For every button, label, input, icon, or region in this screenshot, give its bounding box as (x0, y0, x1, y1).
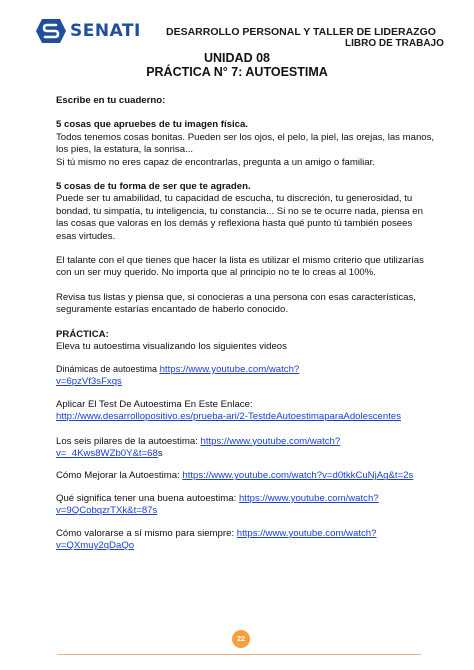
section2-heading: 5 cosas de tu forma de ser que te agraden. (56, 181, 251, 193)
section1-heading: 5 cosas que apruebes de tu imagen física. (56, 119, 248, 131)
section2-line: bondad, tu simpatía, tu inteligencia, tu constancia... Si no se te ocurre nada, piensa en (56, 205, 423, 217)
link-label: Cómo Mejorar la Autoestima: (56, 470, 183, 482)
video-link[interactable]: https://www.youtube.com/watch? (159, 364, 300, 375)
section2-line: las cosas que valoras en los demás y reflexiona hasta qué punto tú también posees (56, 218, 413, 230)
video-link-cont[interactable]: v=QXmuy2qDaQo (56, 540, 135, 552)
link-label: Aplicar El Test De Autoestima En Este Enlace: (56, 398, 253, 410)
header-title: DESARROLLO PERSONAL Y TALLER DE LIDERAZGO (166, 26, 436, 38)
video-link[interactable]: https://www.youtube.com/watch? (200, 435, 341, 447)
paragraph4-line: Revisa tus listas y piensa que, si conocieras a una persona con esas características, (56, 291, 416, 303)
practica-text: Eleva tu autoestima visualizando los siguientes videos (56, 341, 287, 353)
practica-heading: PRÁCTICA: (56, 328, 109, 340)
video-link-cont[interactable]: v=9QCobqzrTXk&t=87s (56, 505, 158, 517)
link-label: Los seis pilares de la autoestima: (56, 435, 201, 447)
section2-line: esas virtudes. (56, 230, 116, 242)
unit-title: UNIDAD 08 (204, 51, 270, 65)
instruction: Escribe en tu cuaderno: (56, 95, 166, 106)
content-body (56, 95, 436, 552)
senati-logo-icon (36, 19, 66, 43)
link-label: Dinámicas de autoestima (56, 364, 160, 374)
test-link[interactable]: http://www.desarrollopositivo.es/prueba-ari/2-TestdeAutoestimaparaAdolescentes (56, 411, 402, 423)
header-subtitle: LIBRO DE TRABAJO (345, 38, 444, 49)
section1-line: Si tú mismo no eres capaz de encontrarlas, pregunta a un amigo o familiar. (56, 156, 375, 168)
senati-logo (36, 19, 141, 43)
section1-line: los pies, la estatura, la sonrisa... (56, 144, 194, 156)
link-tail: s (157, 448, 163, 460)
page-number-badge: 22 (232, 630, 250, 648)
video-link[interactable]: https://www.youtube.com/watch? (236, 527, 377, 539)
link-label: Cómo valorarse a sí mismo para siempre: (56, 527, 237, 539)
paragraph3-line: El talante con el que tienes que hacer la lista es utilizar el mismo criterio que utilizarías (56, 255, 424, 267)
logo-text: SENATI (70, 21, 141, 41)
video-link[interactable]: https://www.youtube.com/watch?v=d0tkkCuNjAg&t=2s (182, 470, 414, 482)
paragraph4-line: seguramente estarías encantado de haberlo conocido. (56, 304, 289, 316)
practice-title: PRÁCTICA N° 7: AUTOESTIMA (146, 65, 328, 79)
video-link[interactable]: https://www.youtube.com/watch? (238, 492, 379, 504)
video-link-cont[interactable]: v=_4Kws8WZb0Y&t=68 (56, 448, 158, 460)
section2-line: Puede ser tu amabilidad, tu capacidad de escucha, tu discreción, tu generosidad, tu (56, 193, 413, 205)
section1-line: Todos tenemos cosas bonitas. Pueden ser los ojos, el pelo, la piel, las orejas, las manos, (56, 131, 435, 143)
link-label: Qué significa tener una buena autoestima: (56, 492, 239, 504)
paragraph3-line: con un ser muy querido. No importa que al principio no te lo creas al 100%. (56, 267, 376, 279)
video-link-cont[interactable]: v=6pzVf3sFxqs (56, 376, 122, 388)
footer-divider (57, 654, 421, 655)
